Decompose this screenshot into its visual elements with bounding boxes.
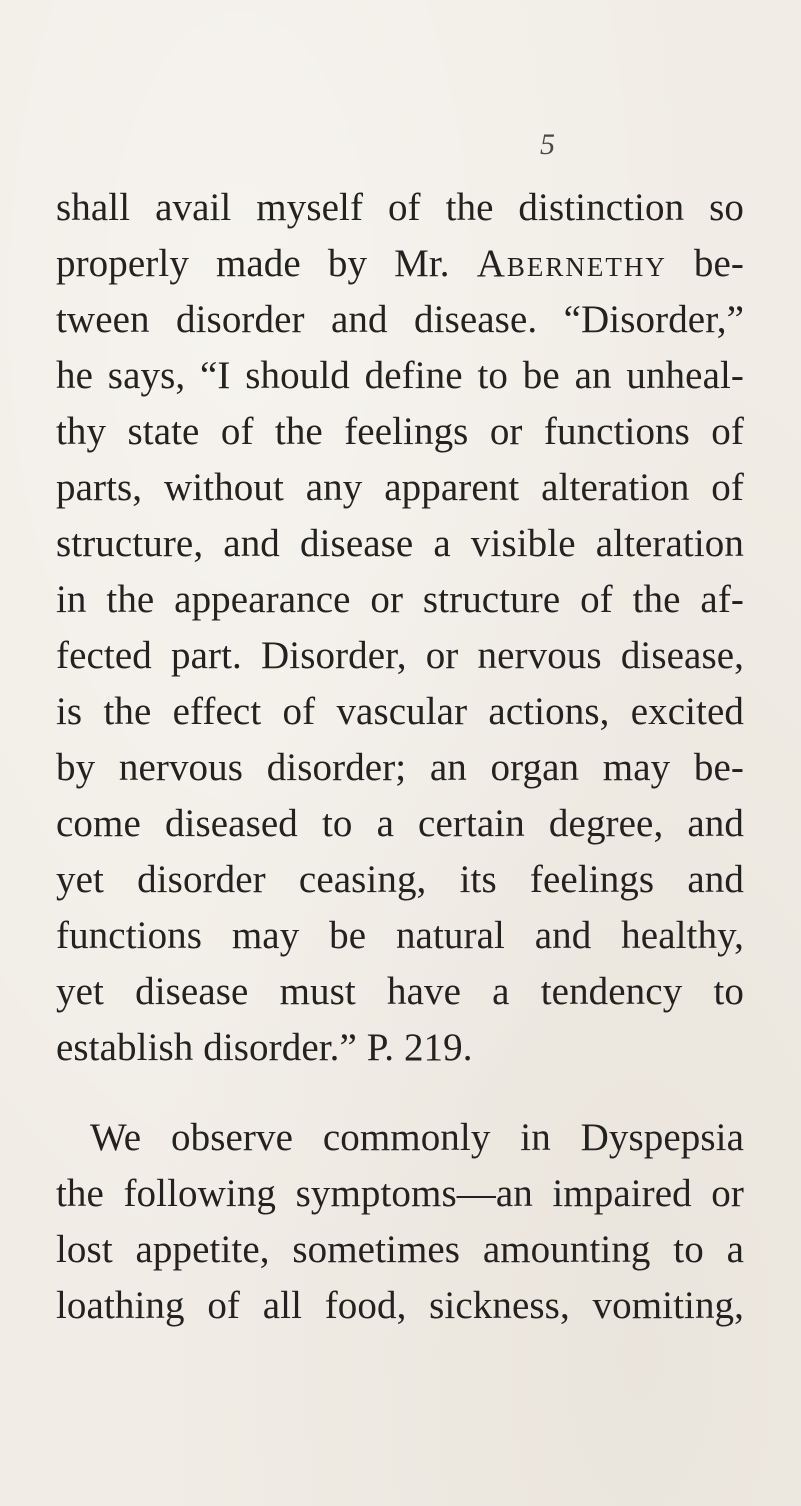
text-line: lost appetite, sometimes amounting to a — [56, 1228, 744, 1271]
text-line: loathing of all food, sickness, vomiting, — [56, 1284, 744, 1327]
page-number: 5 — [540, 128, 555, 161]
text-line: structure, and disease a visible alteration — [56, 522, 744, 565]
paragraph-abernethy-quote — [56, 180, 744, 1076]
text-line: the following symptoms—an impaired or — [56, 1172, 744, 1215]
text-line: thy state of the feelings or functions of — [56, 410, 744, 453]
text-line: fected part. Disorder, or nervous disease, — [56, 634, 744, 677]
text-line: yet disease must have a tendency to — [56, 970, 744, 1013]
text-line: in the appearance or structure of the af- — [56, 578, 744, 621]
text-line: yet disorder ceasing, its feelings and — [56, 858, 744, 901]
text-line: is the effect of vascular actions, excited — [56, 690, 744, 733]
text-line — [56, 236, 744, 292]
text-line: tween disorder and disease. “Disorder,” — [56, 298, 744, 341]
text-line: shall avail myself of the distinction so — [56, 186, 744, 229]
text-line: functions may be natural and healthy, — [56, 914, 744, 957]
author-name: Abernethy — [476, 242, 667, 285]
text-line: by nervous disorder; an organ may be- — [56, 746, 744, 789]
text-fragment: properly made by Mr. — [56, 242, 477, 285]
text-line: establish disorder.” P. 219. — [56, 1026, 473, 1069]
text-line: come diseased to a certain degree, and — [56, 802, 744, 845]
text-fragment: be- — [666, 242, 744, 285]
paragraph-dyspepsia-symptoms — [56, 1110, 744, 1334]
text-line: We observe commonly in Dyspepsia — [90, 1116, 744, 1159]
text-line: he says, “I should define to be an unheal- — [56, 354, 744, 397]
text-line: parts, without any apparent alteration of — [56, 466, 744, 509]
